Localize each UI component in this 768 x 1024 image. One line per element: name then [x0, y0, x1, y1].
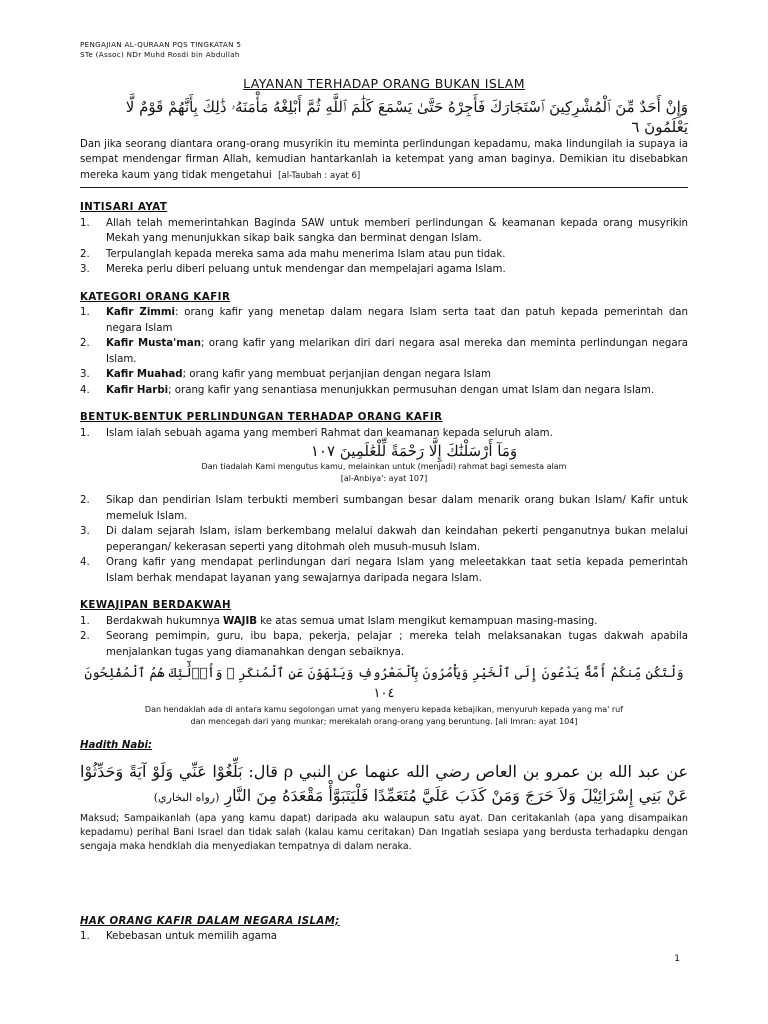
verse-imran-translation-1: Dan hendaklah ada di antara kamu segolongan umat yang menyeru kepada kebajikan, menyuruh kepada yang ma' ruf	[144, 705, 624, 714]
list-item: 1. Allah telah memerintahkan Baginda SAW untuk memberi perlindungan & keamanan kepada orang musyrikin Mekah yang menunjukkan sikap baik sangka dan berminat dengan Islam.	[80, 217, 688, 244]
hak-list	[80, 929, 688, 945]
hadith-heading: Hadith Nabi:	[80, 740, 153, 751]
list-item: 1. Kafir Zimmi: orang kafir yang menetap dalam negara Islam serta taat dan patuh kepada pemerintah dan negara Islam	[80, 307, 688, 334]
kategori-list	[80, 305, 688, 398]
page-number: 1	[674, 954, 680, 964]
verse-imran-ref: [ali Imran: ayat 104]	[495, 717, 578, 726]
bentuk-heading: BENTUK-BENTUK PERLINDUNGAN TERHADAP ORANG KAFIR	[80, 412, 443, 423]
list-item: 3. Mereka perlu diberi peluang untuk mendengar dan mempelajari agama Islam.	[80, 264, 506, 275]
list-item: 2. Sikap dan pendirian Islam terbukti memberi sumbangan besar dalam menarik orang bukan Islam/ Kafir untuk memeluk Islam.	[80, 495, 688, 522]
term-label: Kafir Harbi	[106, 384, 169, 396]
document-page	[80, 40, 688, 945]
hadith-arabic: عن عبد الله بن عمرو بن العاص رضي الله عنهما عن النبي ρ قال: بَلِّغُوْا عَنِّي وَلَوْ آيَةً وَحَدِّثُوْا عَنْ بَنِي إِسْرَائِيْلَ وَلاَ حَرَجَ وَمَنْ كَذَبَ عَلَيَّ مُتَعَمِّدًا فَلْيَتَبَوَّأْ مَقْعَدَهُ مِنَ النَّارِ (رواه البخاري)	[80, 761, 689, 805]
section-divider	[80, 187, 688, 188]
verse-imran-arabic: وَلْتَكُن مِّنكُمْ أُمَّةٌ يَدْعُونَ إِلَى ٱلْخَيْرِ وَيَأْمُرُونَ بِٱلْمَعْرُوفِ وَيَنْهَوْنَ عَنِ ٱلْمُنكَرِ ۚ وَأُو۟لَٰٓئِكَ هُمُ ٱلْمُفْلِحُونَ ١٠٤	[84, 666, 684, 701]
verse-taubah-translation-text: Dan jika seorang diantara orang-orang musyrikin itu meminta perlindungan kepadamu, maka lindungilah ia supaya ia sempat mendengar firman Allah, kemudian hantarkanlah ia ketempat yang aman baginya. Demikian itu disebabkan mereka kaum yang tidak mengetahui	[80, 138, 688, 181]
kewajipan-heading: KEWAJIPAN BERDAKWAH	[80, 600, 232, 611]
list-item: 1. Islam ialah sebuah agama yang memberi Rahmat dan keamanan kepada seluruh alam.	[80, 427, 553, 439]
list-item: 2. Kafir Musta'man; orang kafir yang melarikan diri dari negara asal mereka dan meminta perlindungan negara Islam.	[80, 338, 688, 365]
list-item: 3. Kafir Muahad; orang kafir yang membuat perjanjian dengan negara Islam	[80, 369, 491, 380]
verse-anbiya-translation: Dan tiadalah Kami mengutus kamu, melainkan untuk (menjadi) rahmat bagi semesta alam	[201, 462, 567, 471]
header-author-line: STe (Assoc) NDr Muhd Rosdi bin Abdullah	[80, 50, 240, 59]
term-label: Kafir Muahad	[106, 369, 183, 380]
list-item: 4. Orang kafir yang mendapat perlindungan dari negara Islam yang meleetakkan taat setia kepada pemerintah Islam berhak mendapat layanan yang sewajarnya daripada negara Islam.	[80, 557, 688, 584]
bentuk-list-continued	[80, 493, 688, 586]
wajib-emphasis: WAJIB	[223, 615, 258, 627]
term-label: Kafir Zimmi	[106, 307, 176, 318]
verse-taubah-translation	[80, 137, 688, 185]
list-item: 4. Kafir Harbi; orang kafir yang senantiasa menunjukkan permusuhan dengan umat Islam dan negara Islam.	[80, 384, 655, 396]
hadith-translation: Maksud; Sampaikanlah (apa yang kamu dapat) daripada aku walaupun satu ayat. Dan ceritakanlah (apa yang disampaikan kepadamu) perihal Bani Israel dan tidak salah (kalau kamu ceritakan) Dan Ingatlah sesiapa yang berdusta terhadapku dengan sengaja maka hendklah dia menyediakan tempatnya di dalam neraka.	[80, 812, 688, 852]
verse-anbiya-arabic: وَمَآ أَرْسَلْنَٰكَ إِلَّا رَحْمَةً لِّلْعَٰلَمِينَ ١٠٧	[310, 442, 518, 460]
header-course-line: PENGAJIAN AL-QURAAN PQS TINGKATAN 5	[80, 40, 242, 49]
hadith-narrator: (رواه البخاري)	[153, 790, 220, 804]
hak-heading: HAK ORANG KAFIR DALAM NEGARA ISLAM;	[80, 915, 340, 927]
verse-taubah-ref: [al-Taubah : ayat 6]	[278, 170, 361, 181]
term-label: Kafir Musta'man	[106, 338, 202, 349]
bentuk-list	[80, 426, 688, 442]
verse-imran-translation-2: dan mencegah dari yang munkar; merekalah orang-orang yang beruntung. [ali Imran: ayat 104]	[190, 717, 578, 726]
verse-anbiya-ref: [al-Anbiya': ayat 107]	[340, 474, 428, 483]
list-item: 2. Terpulanglah kepada mereka sama ada mahu menerima Islam atau pun tidak.	[80, 248, 506, 260]
kewajipan-list	[80, 614, 688, 661]
list-item: 2. Seorang pemimpin, guru, ibu bapa, pekerja, pelajar ; mereka telah melaksanakan tugas dakwah apabila menjalankan tugas yang diamanahkan dengan sebaiknya.	[80, 631, 688, 658]
list-item: 3. Di dalam sejarah Islam, islam berkembang melalui dakwah dan keindahan pekerti penganutnya bukan melalui peperangan/ kekerasan seperti yang ditohmah oleh musuh-musuh Islam.	[80, 526, 688, 553]
page-title: LAYANAN TERHADAP ORANG BUKAN ISLAM	[243, 76, 525, 91]
list-item: 1. Kebebasan untuk memilih agama	[80, 931, 278, 942]
verse-taubah-arabic: وَإِنْ أَحَدٌ مِّنَ ٱلْمُشْرِكِينَ ٱسْتَجَارَكَ فَأَجِرْهُ حَتَّىٰ يَسْمَعَ كَلَٰمَ ٱللَّهِ ثُمَّ أَبْلِغْهُ مَأْمَنَهُۥ ذَٰلِكَ بِأَنَّهُمْ قَوْمٌ لَّا يَعْلَمُونَ ٦	[125, 97, 688, 136]
document-header	[80, 40, 688, 60]
list-item: 1. Berdakwah hukumnya WAJIB ke atas semua umat Islam mengikut kemampuan masing-masing.	[80, 615, 598, 627]
intisari-heading: INTISARI AYAT	[80, 202, 168, 213]
intisari-list	[80, 216, 688, 278]
kategori-heading: KATEGORI ORANG KAFIR	[80, 291, 231, 303]
